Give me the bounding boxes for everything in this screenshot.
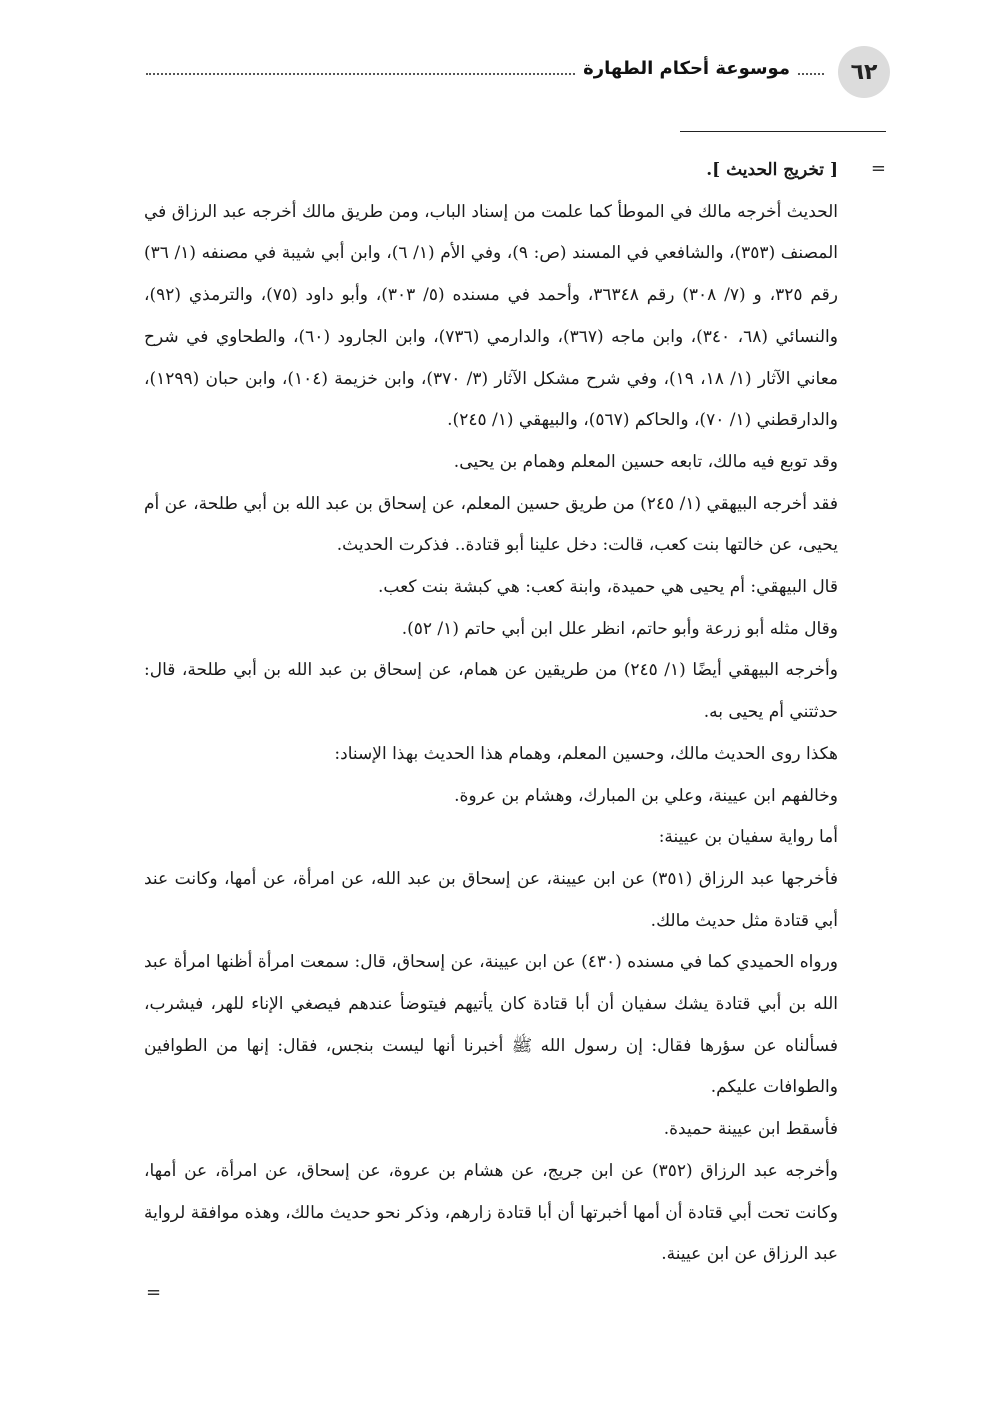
paragraph-abdulrazzaq-352: وأخرجه عبد الرزاق (٣٥٢) عن ابن جريج، عن هشام بن عروة، عن إسحاق، عن امرأة، عن أمها، وكانت تحت أبي قتادة أن أمها أخبرتها أن أبا قتادة زارهم، وذكر نحو حديث مالك، وهذه موافقة لرواية عبد الرزاق عن ابن عيينة. (144, 1160, 838, 1265)
footnote-separator-rule (680, 131, 886, 132)
paragraph-narration-chain: هكذا روى الحديث مالك، وحسين المعلم، وهمام هذا الحديث بهذا الإسناد: (334, 743, 838, 764)
footnote-body (144, 150, 838, 1276)
running-header (140, 44, 890, 100)
paragraph-bayhaqi-hammam: وأخرجه البيهقي أيضًا (١/ ٢٤٥) من طريقين عن همام، عن إسحاق بن عبد الله بن أبي طلحة، قال: حدثتني أم يحيى به. (144, 660, 838, 723)
paragraph-followed: وقد توبع فيه مالك، تابعه حسين المعلم وهمام بن يحيى. (453, 451, 838, 472)
section-title: [ تخريج الحديث ]. (706, 160, 838, 180)
continuation-mark-top: = (870, 158, 886, 179)
paragraph-bayhaqi-husayn: فقد أخرجه البيهقي (١/ ٢٤٥) من طريق حسين المعلم، عن إسحاق بن عبد الله بن أبي طلحة، عن أم يحيى، عن خالتها بنت كعب، قالت: دخل علينا أبو قتادة.. فذكرت الحديث. (144, 493, 838, 556)
paragraph-humaydi: ورواه الحميدي كما في مسنده (٤٣٠) عن ابن عيينة، عن إسحاق، قال: سمعت امرأة أظنها امرأة عبد الله بن أبي قتادة يشك سفيان أن أبا قتادة كان يأتيهم فيتوضأ عندهم فيصغي الإناء للهر، فيشرب، فسألناه عن سؤرها فقال: إن رسول الله ﷺ أخبرنا أنها ليست بنجس، فقال: إنها من الطوافين والطوافات عليكم. (144, 952, 838, 1098)
paragraph-abu-zurah: وقال مثله أبو زرعة وأبو حاتم، انظر علل ابن أبي حاتم (١/ ٥٢). (401, 618, 838, 639)
header-dot-leader-left (146, 73, 575, 75)
paragraph-abdulrazzaq-351: فأخرجها عبد الرزاق (٣٥١) عن ابن عيينة، عن إسحاق بن عبد الله، عن امرأة، عن أمها، وكانت عند أبي قتادة مثل حديث مالك. (144, 868, 838, 931)
header-title-row (146, 58, 824, 79)
page-number: ٦٢ (838, 46, 890, 98)
book-title: موسوعة أحكام الطهارة (583, 58, 790, 79)
continuation-mark-bottom: = (146, 1282, 162, 1303)
paragraph-hadith-sources: الحديث أخرجه مالك في الموطأ كما علمت من إسناد الباب، ومن طريق مالك أخرجه عبد الرزاق في المصنف (٣٥٣)، والشافعي في المسند (ص: ٩)، وفي الأم (١/ ٦)، وابن أبي شيبة في مصنفه (١/ ٣٦) رقم ٣٢٥، و (٧/ ٣٠٨) رقم ٣٦٣٤٨، وأحمد في مسنده (٥/ ٣٠٣)، وأبو داود (٧٥)، والترمذي (٩٢)، والنسائي (٦٨، ٣٤٠)، وابن ماجه (٣٦٧)، والدارمي (٧٣٦)، وابن الجارود (٦٠)، والطحاوي في شرح معاني الآثار (١/ ١٨، ١٩)، وفي شرح مشكل الآثار (٣/ ٣٧٠)، وابن خزيمة (١٠٤)، وابن حبان (١٢٩٩)، والدارقطني (١/ ٧٠)، والحاكم (٥٦٧)، والبيهقي (١/ ٢٤٥). (144, 201, 839, 431)
paragraph-omission: فأسقط ابن عيينة حميدة. (663, 1119, 838, 1140)
paragraph-dissenters: وخالفهم ابن عيينة، وعلي بن المبارك، وهشام بن عروة. (454, 785, 838, 806)
paragraph-sufyan-heading: أما رواية سفيان بن عيينة: (658, 827, 838, 848)
header-dot-leader-right (798, 73, 824, 75)
paragraph-bayhaqi-comment: قال البيهقي: أم يحيى هي حميدة، وابنة كعب: هي كبشة بنت كعب. (378, 577, 838, 598)
